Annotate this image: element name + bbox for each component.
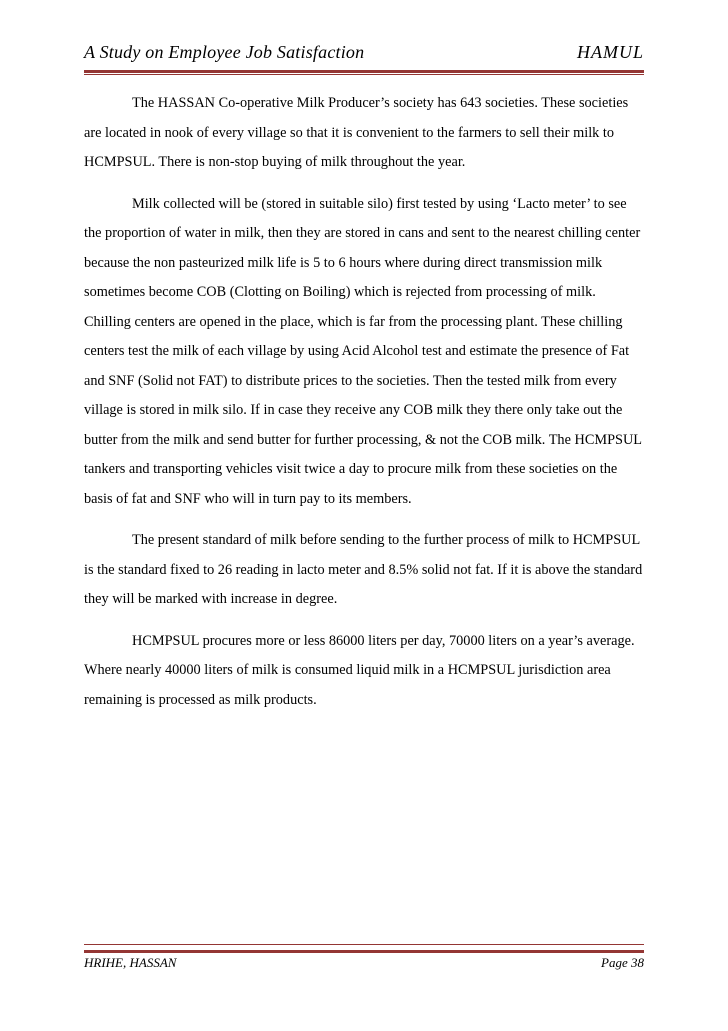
header-rule-thick [84,70,644,73]
header-title: A Study on Employee Job Satisfaction [84,42,365,62]
paragraph-milk-collection: Milk collected will be (stored in suitable silo) first tested by using ‘Lacto meter’ to see the proportion of water in milk, then they are stored in cans and sent to the nearest chilling center because the non pasteurized milk life is 5 to 6 hours where during direct transmission milk sometimes become COB (Clotting on Boiling) which is rejected from processing of milk. Chilling centers are opened in the place, which is far from the processing plant. These chilling centers test the milk of each village by using Acid Alcohol test and estimate the presence of Fat and SNF (Solid not FAT) to distribute prices to the societies. Then the tested milk from every village is stored in milk silo. If in case they receive any COB milk they there only take out the butter from the milk and send butter for further processing, & not the COB milk. The HCMPSUL tankers and transporting vehicles visit twice a day to procure milk from these societies on the basis of fat and SNF who will in turn pay to its members. [84,195,642,507]
page-footer [84,953,644,977]
footer-institution: HRIHE, HASSAN [84,955,177,970]
header-organization: HAMUL [577,42,644,62]
header-rule-thin [84,74,644,75]
paragraph-societies: The HASSAN Co-operative Milk Producer’s society has 643 societies. These societies are located in nook of every village so that it is convenient to the farmers to sell their milk to HCMPSUL. There is non-stop buying of milk throughout the year. [84,95,629,170]
paragraph-milk-standard: The present standard of milk before sending to the further process of milk to HCMPSUL is the standard fixed to 26 reading in lacto meter and 8.5% solid not fat. If it is above the standard they will be marked with increase in degree. [84,532,643,607]
body-text [84,89,644,727]
page-header [84,40,644,70]
footer-rule-thin [84,944,644,945]
paragraph-procurement: HCMPSUL procures more or less 86000 liters per day, 70000 liters on a year’s average. Where nearly 40000 liters of milk is consumed liquid milk in a HCMPSUL jurisdiction area remaining is processed as milk products. [84,632,635,708]
page-number: Page 38 [601,955,644,970]
